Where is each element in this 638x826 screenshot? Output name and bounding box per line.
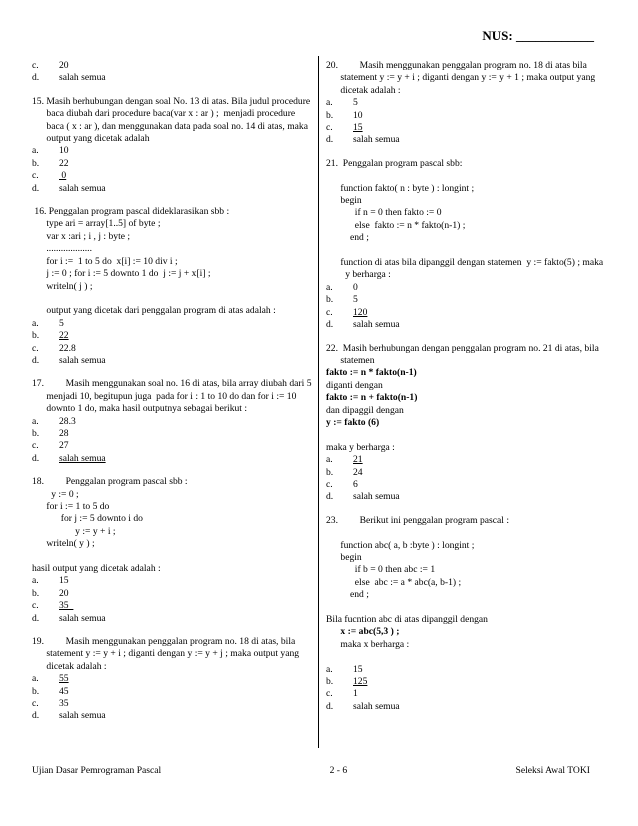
text-line: baca ( x : ar ), dan menggunakan data pada soal no. 14 di atas, maka	[32, 120, 308, 132]
option-letter: c.	[326, 478, 333, 490]
column-divider	[318, 56, 319, 748]
text-line: 23. Berikut ini penggalan program pascal :	[326, 514, 510, 526]
option-letter: d.	[32, 354, 40, 366]
option-letter: d.	[32, 710, 40, 722]
answer-option	[32, 440, 314, 452]
text-line: statement y := y + i ; diganti dengan y := y + 1 ; maka output yang	[326, 72, 596, 84]
option-text: 125	[353, 676, 368, 687]
answer-option	[326, 319, 612, 331]
answer-option	[326, 688, 612, 700]
option-letter: d.	[326, 134, 334, 146]
text-line: fakto := n * fakto(n-1)	[326, 367, 417, 379]
option-text: salah semua	[59, 72, 106, 84]
text-line: type ari = array[1..5] of byte ;	[32, 218, 161, 230]
answer-option	[326, 664, 612, 676]
option-text: 28	[59, 427, 69, 439]
option-text: 15	[353, 122, 363, 134]
option-letter: b.	[32, 157, 40, 169]
text-line: if n = 0 then fakto := 0	[326, 207, 442, 219]
answer-option	[326, 307, 612, 319]
answer-option	[32, 710, 314, 722]
answer-option	[326, 294, 612, 306]
option-letter: a.	[32, 317, 39, 329]
text-line: begin	[326, 195, 362, 207]
text-line: Bila fucntion abc di atas dipanggil dengan	[326, 613, 488, 625]
option-letter: c.	[326, 122, 333, 134]
answer-option	[32, 673, 314, 685]
spacer	[326, 147, 612, 158]
answer-option	[32, 183, 314, 195]
option-letter: a.	[32, 673, 39, 685]
answer-option	[32, 613, 314, 625]
text-line: end ;	[326, 589, 369, 601]
answer-option	[326, 134, 612, 146]
option-text: salah semua	[353, 134, 400, 146]
text-line: writeln( y ) ;	[32, 538, 95, 550]
answer-option	[326, 97, 612, 109]
text-line: writeln( j ) ;	[32, 280, 93, 292]
text-line: statemen	[326, 354, 375, 366]
spacer	[32, 625, 314, 636]
page-footer	[32, 765, 590, 777]
option-text: salah semua	[353, 700, 400, 712]
answer-option	[326, 467, 612, 479]
answer-option	[32, 600, 314, 612]
text-line: output yang dicetak dari penggalan program di atas adalah :	[32, 305, 276, 317]
text-line: ...................	[32, 243, 92, 255]
text-line: for i := 1 to 5 do	[32, 500, 110, 512]
option-text: 21	[353, 454, 363, 466]
answer-option	[32, 158, 314, 170]
option-text: salah semua	[59, 354, 106, 366]
option-letter: b.	[32, 427, 40, 439]
option-text: salah semua	[59, 612, 106, 624]
option-text: 24	[353, 466, 363, 478]
option-text: 27	[59, 440, 69, 452]
footer-page-number: 2 - 6	[329, 765, 348, 776]
answer-option	[32, 343, 314, 355]
left-column	[32, 60, 314, 723]
answer-option	[326, 491, 612, 503]
text-line: dicetak adalah :	[326, 84, 401, 96]
option-text: 0	[59, 170, 67, 182]
option-letter: b.	[32, 330, 40, 342]
spacer	[326, 504, 612, 515]
spacer	[32, 195, 314, 206]
option-letter: c.	[32, 170, 39, 182]
blank-line	[32, 551, 314, 563]
option-letter: b.	[326, 294, 334, 306]
option-letter: c.	[32, 600, 39, 612]
option-letter: a.	[326, 281, 333, 293]
option-letter: a.	[32, 145, 39, 157]
answer-option	[326, 282, 612, 294]
text-line: 19. Masih menggunakan penggalan program no. 18 di atas, bila	[32, 636, 296, 648]
footer-course-title: Ujian Dasar Pemrograman Pascal	[32, 765, 162, 776]
right-column	[326, 60, 612, 713]
text-line: function di atas bila dipanggil dengan statemen y := fakto(5) ; maka	[326, 257, 604, 269]
answer-option	[32, 355, 314, 367]
answer-option	[32, 170, 314, 182]
option-letter: c.	[326, 306, 333, 318]
option-letter: b.	[326, 109, 334, 121]
option-letter: a.	[326, 454, 333, 466]
text-line: begin	[326, 551, 362, 563]
option-letter: b.	[326, 676, 334, 687]
answer-option	[32, 453, 314, 465]
answer-option	[32, 318, 314, 330]
option-text: 22	[59, 330, 69, 342]
option-text: 55	[59, 673, 69, 685]
blank-line	[32, 293, 314, 305]
option-text: 20	[59, 587, 69, 599]
option-text: salah semua	[59, 710, 106, 722]
option-letter: a.	[32, 575, 39, 587]
option-text: 45	[59, 685, 69, 697]
text-line: 17. Masih menggunakan soal no. 16 di atas, bila array diubah dari 5	[32, 378, 312, 390]
answer-option	[326, 701, 612, 713]
text-line: 16. Penggalan program pascal dideklarasikan sbb :	[32, 206, 230, 218]
blank-line	[326, 170, 612, 182]
option-letter: b.	[32, 685, 40, 697]
footer-exam-name: Seleksi Awal TOKI	[515, 765, 590, 776]
text-line: for i := 1 to 5 do x[i] := 10 div i ;	[32, 255, 178, 267]
option-letter: d.	[326, 491, 334, 503]
text-line: for j := 5 downto i do	[32, 513, 143, 525]
option-letter: a.	[32, 415, 39, 427]
option-text: salah semua	[353, 491, 400, 503]
text-line: j := 0 ; for i := 5 downto 1 do j := j + x[i] ;	[32, 268, 211, 280]
text-line: dan dipaggil dengan	[326, 404, 404, 416]
text-line: baca diubah dari procedure baca(var x : ar ) ; menjadi procedure	[32, 108, 296, 120]
text-line: if b = 0 then abc := 1	[326, 564, 436, 576]
option-text: 1	[353, 688, 358, 700]
text-line: maka x berharga :	[326, 638, 410, 650]
option-text: 35	[59, 600, 74, 612]
blank-line	[326, 651, 612, 663]
option-letter: a.	[326, 97, 333, 109]
text-line: 21. Penggalan program pascal sbb:	[326, 157, 463, 169]
option-letter: d.	[32, 182, 40, 194]
spacer	[32, 465, 314, 476]
option-letter: d.	[32, 72, 40, 84]
text-line: else abc := a * abc(a, b-1) ;	[326, 576, 462, 588]
text-line: x := abc(5,3 ) ;	[326, 626, 400, 638]
option-letter: c.	[32, 342, 39, 354]
text-line: hasil output yang dicetak adalah :	[32, 563, 161, 574]
text-line: diganti dengan	[326, 379, 383, 391]
option-letter: a.	[326, 663, 333, 675]
option-text: 6	[353, 478, 358, 490]
text-line: maka y berharga :	[326, 441, 395, 453]
nus-label: NUS: ____________	[482, 28, 594, 43]
answer-option	[32, 575, 314, 587]
answer-option	[326, 454, 612, 466]
answer-option	[32, 145, 314, 157]
text-line: y := fakto (6)	[326, 416, 380, 428]
text-line: 18. Penggalan program pascal sbb :	[32, 476, 188, 488]
answer-option	[32, 428, 314, 440]
blank-line	[326, 602, 612, 614]
text-line: else fakto := n * fakto(n-1) ;	[326, 219, 466, 231]
option-text: 5	[353, 97, 358, 109]
text-line: output yang dicetak adalah	[32, 133, 150, 145]
answer-option	[326, 122, 612, 134]
option-text: 28.3	[59, 415, 76, 427]
text-line: end ;	[326, 232, 369, 244]
text-line: y berharga :	[326, 269, 391, 281]
option-text: salah semua	[353, 319, 400, 331]
answer-option	[32, 686, 314, 698]
text-line: statement y := y + i ; diganti dengan y := y + j ; maka output yang	[32, 648, 300, 660]
text-line: fakto := n + fakto(n-1)	[326, 392, 418, 404]
option-letter: c.	[32, 440, 39, 452]
text-line: y := y + i ;	[32, 525, 116, 537]
answer-option	[326, 676, 612, 688]
answer-option	[32, 330, 314, 342]
option-text: 5	[353, 294, 358, 306]
option-text: 10	[353, 109, 363, 121]
spacer	[32, 85, 314, 96]
answer-option	[32, 60, 314, 72]
option-text: 0	[353, 281, 358, 293]
text-line: 22. Masih berhubungan dengan penggalan program no. 21 di atas, bila	[326, 342, 599, 354]
option-text: 22.8	[59, 342, 76, 354]
answer-option	[32, 72, 314, 84]
option-letter: b.	[32, 587, 40, 599]
option-text: 5	[59, 317, 64, 329]
answer-option	[326, 479, 612, 491]
blank-line	[326, 429, 612, 441]
option-letter: c.	[32, 60, 39, 71]
answer-option	[32, 416, 314, 428]
option-letter: d.	[326, 319, 334, 331]
text-line: function abc( a, b :byte ) : longint ;	[326, 539, 475, 551]
text-line: y := 0 ;	[32, 488, 79, 500]
option-letter: c.	[32, 698, 39, 710]
option-letter: d.	[326, 700, 334, 712]
text-line: menjadi 10, begitupun juga pada for i : 1 to 10 do dan for i := 10	[32, 390, 297, 402]
text-line: var x :ari ; i , j : byte ;	[32, 230, 131, 242]
text-line: 15. Masih berhubungan dengan soal No. 13 di atas. Bila judul procedure	[32, 95, 311, 107]
spacer	[32, 367, 314, 378]
option-text: 22	[59, 157, 69, 169]
option-text: 20	[59, 60, 69, 71]
option-text: 35	[59, 698, 69, 710]
option-letter: d.	[32, 612, 40, 624]
text-line: function fakto( n : byte ) : longint ;	[326, 182, 475, 194]
option-text: 15	[59, 575, 69, 587]
answer-option	[326, 110, 612, 122]
option-letter: d.	[32, 452, 40, 464]
option-text: salah semua	[59, 182, 106, 194]
option-text: 10	[59, 145, 69, 157]
answer-option	[32, 588, 314, 600]
blank-line	[326, 527, 612, 539]
spacer	[326, 332, 612, 343]
text-line: 20. Masih menggunakan penggalan program no. 18 di atas bila	[326, 60, 587, 71]
text-line: dicetak adalah :	[32, 660, 107, 672]
option-letter: b.	[326, 466, 334, 478]
answer-option	[32, 698, 314, 710]
text-line: downto 1 do, maka hasil outputnya sebagai berikut :	[32, 403, 248, 415]
option-letter: c.	[326, 688, 333, 700]
option-text: 120	[353, 306, 368, 318]
blank-line	[326, 245, 612, 257]
option-text: 15	[353, 663, 363, 675]
option-text: salah semua	[59, 452, 106, 464]
